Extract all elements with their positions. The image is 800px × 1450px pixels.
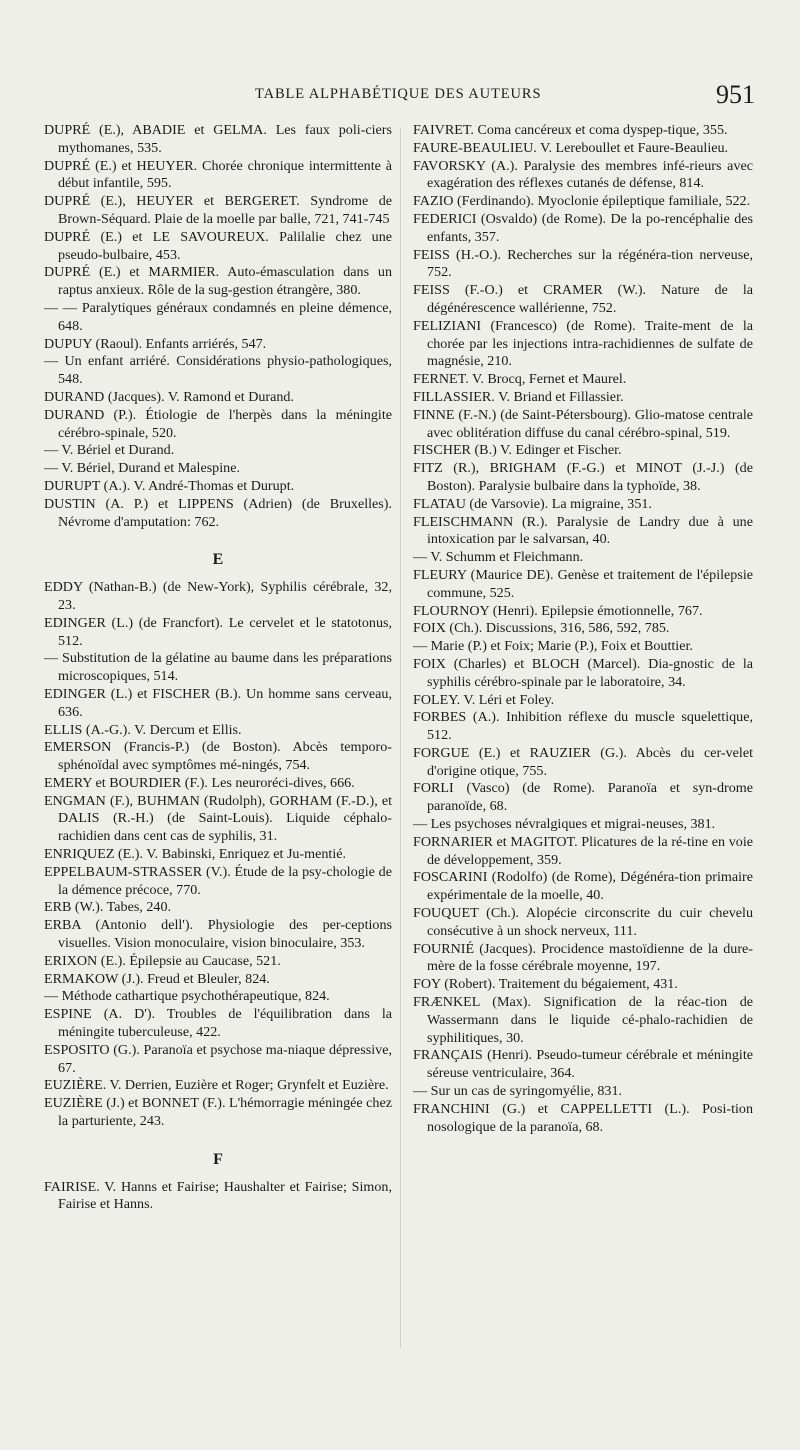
index-entry: EUZIÈRE. V. Derrien, Euzière et Roger; Grynfelt et Euzière. <box>44 1077 389 1094</box>
index-entry: ERIXON (E.). Épilepsie au Caucase, 521. <box>44 952 281 969</box>
index-entry: DUPUY (Raoul). Enfants arriérés, 547. <box>44 335 267 352</box>
index-entry: — Un enfant arriéré. Considérations physio-pathologiques, 548. <box>44 353 392 388</box>
index-entry: FOURNIÉ (Jacques). Procidence mastoïdienne de la dure-mère de la fosse cérébrale moyenne, 197. <box>413 940 753 975</box>
index-entry: FEISS (F.-O.) et CRAMER (W.). Nature de la dégénérescence wallérienne, 752. <box>413 282 753 316</box>
index-entry: — V. Schumm et Fleichmann. <box>413 549 584 566</box>
index-entry: ERMAKOW (J.). Freud et Bleuler, 824. <box>44 970 270 987</box>
index-entry: FITZ (R.), BRIGHAM (F.-G.) et MINOT (J.-J.) (de Boston). Paralysie bulbaire dans la typhoïde, 38. <box>413 460 753 494</box>
index-entry: ELLIS (A.-G.). V. Dercum et Ellis. <box>44 721 242 738</box>
index-entry: FLATAU (de Varsovie). La migraine, 351. <box>413 495 652 512</box>
index-entry: — Sur un cas de syringomyélie, 831. <box>413 1083 623 1100</box>
running-header <box>0 78 800 114</box>
index-entry: DURAND (Jacques). V. Ramond et Durand. <box>44 388 294 405</box>
index-entry: DUPRÉ (E.), ABADIE et GELMA. Les faux poli-ciers mythomanes, 535. <box>44 122 392 156</box>
index-entry: DUSTIN (A. P.) et LIPPENS (Adrien) (de Bruxelles). Névrome d'amputation: 762. <box>44 495 392 530</box>
index-entry: FOIX (Charles) et BLOCH (Marcel). Dia-gnostic de la syphilis cérébro-spinale par le laboratoire, 34. <box>413 655 753 690</box>
index-entry: EUZIÈRE (J.) et BONNET (F.). L'hémorragie méningée chez la parturiente, 243. <box>44 1095 392 1130</box>
index-entry: — Méthode cathartique psychothérapeutique, 824. <box>44 988 330 1005</box>
index-entry: FLEURY (Maurice DE). Genèse et traitement de l'épilepsie commune, 525. <box>413 566 753 601</box>
index-entry: FELIZIANI (Francesco) (de Rome). Traite-ment de la chorée par les injections intra-rachidiennes de sulfate de magnésie, 210. <box>413 317 753 370</box>
index-entry: DUPRÉ (E.) et LE SAVOUREUX. Palilalie chez une pseudo-bulbaire, 453. <box>44 228 392 263</box>
index-entry: FISCHER (B.) V. Edinger et Fischer. <box>413 442 622 459</box>
left-column <box>44 122 392 1214</box>
index-entry: FOLEY. V. Léri et Foley. <box>413 691 555 708</box>
index-entry: FINNE (F.-N.) (de Saint-Pétersbourg). Glio-matose centrale avec oblitération diffuse du canal cérébro-spinal, 519. <box>413 406 753 441</box>
index-entry: FRANCHINI (G.) et CAPPELLETTI (L.). Posi-tion nosologique de la paranoïa, 68. <box>413 1100 753 1135</box>
index-entry: — Substitution de la gélatine au baume dans les préparations microscopiques, 514. <box>44 650 392 685</box>
index-entry: EDINGER (L.) (de Francfort). Le cervelet et le statotonus, 512. <box>44 614 392 649</box>
section-letter: F <box>213 1150 223 1168</box>
index-entry: FRÆNKEL (Max). Signification de la réac-tion de Wassermann dans le liquide cé-phalo-rachidien de syphilitiques, 30. <box>413 994 753 1046</box>
index-entry: FOSCARINI (Rodolfo) (de Rome), Dégénéra-tion primaire expérimentale de la moelle, 40. <box>413 869 753 904</box>
index-entry: ERBA (Antonio dell'). Physiologie des per-ceptions visuelles. Vision monoculaire, vision binoculaire, 353. <box>44 917 392 952</box>
index-entry: FOIX (Ch.). Discussions, 316, 586, 592, 785. <box>413 620 670 637</box>
index-entry: FOY (Robert). Traitement du bégaiement, 431. <box>413 976 678 993</box>
index-entry: — V. Bériel, Durand et Malespine. <box>44 460 240 477</box>
index-entry: ERB (W.). Tabes, 240. <box>44 899 172 916</box>
index-entry: ESPOSITO (G.). Paranoïa et psychose ma-niaque dépressive, 67. <box>44 1041 392 1076</box>
index-entry: EDINGER (L.) et FISCHER (B.). Un homme sans cerveau, 636. <box>44 685 392 720</box>
index-entry: FILLASSIER. V. Briand et Fillassier. <box>413 388 624 405</box>
index-entry: DURAND (P.). Étiologie de l'herpès dans la méningite cérébro-spinale, 520. <box>44 406 392 441</box>
index-entry: ESPINE (A. D'). Troubles de l'équilibration dans la méningite tuberculeuse, 422. <box>44 1006 392 1041</box>
index-entry: EPPELBAUM-STRASSER (V.). Étude de la psy-chologie de la démence précoce, 770. <box>44 863 392 898</box>
index-entry: FORNARIER et MAGITOT. Plicatures de la ré-tine en voie de développement, 359. <box>413 833 753 868</box>
index-entry: FERNET. V. Brocq, Fernet et Maurel. <box>413 371 627 388</box>
right-column <box>413 122 753 1136</box>
index-entry: — Marie (P.) et Foix; Marie (P.), Foix et Bouttier. <box>413 638 693 655</box>
index-entry: FORGUE (E.) et RAUZIER (G.). Abcès du cer-velet d'origine otique, 755. <box>413 744 753 779</box>
index-entry: DUPRÉ (E.) et HEUYER. Chorée chronique intermittente à début infantile, 595. <box>44 157 392 192</box>
index-entry: ENGMAN (F.), BUHMAN (Rudolph), GORHAM (F.-D.), et DALIS (R.-H.) (de Saint-Louis). Liquide céphalo-rachidien dans cent cas de syphilis, 31. <box>44 792 392 845</box>
index-entry: DUPRÉ (E.) et MARMIER. Auto-émasculation dans un raptus anxieux. Rôle de la sug-gestion étrangère, 380. <box>44 264 392 299</box>
index-entry: FEDERICI (Osvaldo) (de Rome). De la po-rencéphalie des enfants, 357. <box>413 210 753 245</box>
index-entry: DUPRÉ (E.), HEUYER et BERGERET. Syndrome de Brown-Séquard. Plaie de la moelle par balle, 721, 741-745 <box>44 193 392 227</box>
running-title: TABLE ALPHABÉTIQUE DES AUTEURS <box>255 86 542 102</box>
index-entry: FAURE-BEAULIEU. V. Lereboullet et Faure-Beaulieu. <box>413 139 729 156</box>
index-entry: DURUPT (A.). V. André-Thomas et Durupt. <box>44 477 295 494</box>
index-entry: FEISS (H.-O.). Recherches sur la régénéra-tion nerveuse, 752. <box>413 246 753 281</box>
page-number: 951 <box>716 80 755 109</box>
index-entry: FLEISCHMANN (R.). Paralysie de Landry due à une intoxication par le salvarsan, 40. <box>413 513 753 548</box>
index-entry: — — Paralytiques généraux condamnés en pleine démence, 648. <box>44 299 392 334</box>
index-entry: FAIVRET. Coma cancéreux et coma dyspep-tique, 355. <box>413 122 728 138</box>
index-entry: FORLI (Vasco) (de Rome). Paranoïa et syn-drome paranoïde, 68. <box>413 780 753 815</box>
section-letter: E <box>212 551 224 569</box>
index-entry: ENRIQUEZ (E.). V. Babinski, Enriquez et Ju-mentié. <box>44 846 347 863</box>
index-entry: EDDY (Nathan-B.) (de New-York), Syphilis cérébrale, 32, 23. <box>44 579 392 613</box>
index-entry: FAVORSKY (A.). Paralysie des membres infé-rieurs avec exagération des réflexes cutanés de défense, 814. <box>413 157 753 192</box>
index-entry: EMERY et BOURDIER (F.). Les neuroréci-dives, 666. <box>44 774 355 791</box>
index-entry: FLOURNOY (Henri). Epilepsie émotionnelle, 767. <box>413 602 703 619</box>
index-entry: — V. Bériel et Durand. <box>44 442 175 459</box>
index-entry: EMERSON (Francis-P.) (de Boston). Abcès temporo-sphénoïdal avec symptômes mé-ningés, 754. <box>44 739 392 774</box>
index-entry: — Les psychoses névralgiques et migrai-neuses, 381. <box>413 816 716 833</box>
index-entry: FAIRISE. V. Hanns et Fairise; Haushalter et Fairise; Simon, Fairise et Hanns. <box>44 1178 392 1213</box>
index-entry: FORBES (A.). Inhibition réflexe du muscle squelettique, 512. <box>413 709 753 744</box>
index-entry: FOUQUET (Ch.). Alopécie circonscrite du cuir chevelu consécutive à un shock nerveux, 111. <box>413 905 753 939</box>
index-entry: FAZIO (Ferdinando). Myoclonie épileptique familiale, 522. <box>413 193 751 210</box>
index-entry: FRANÇAIS (Henri). Pseudo-tumeur cérébrale et méningite séreuse ventriculaire, 364. <box>413 1047 753 1082</box>
column-divider <box>400 128 401 1348</box>
